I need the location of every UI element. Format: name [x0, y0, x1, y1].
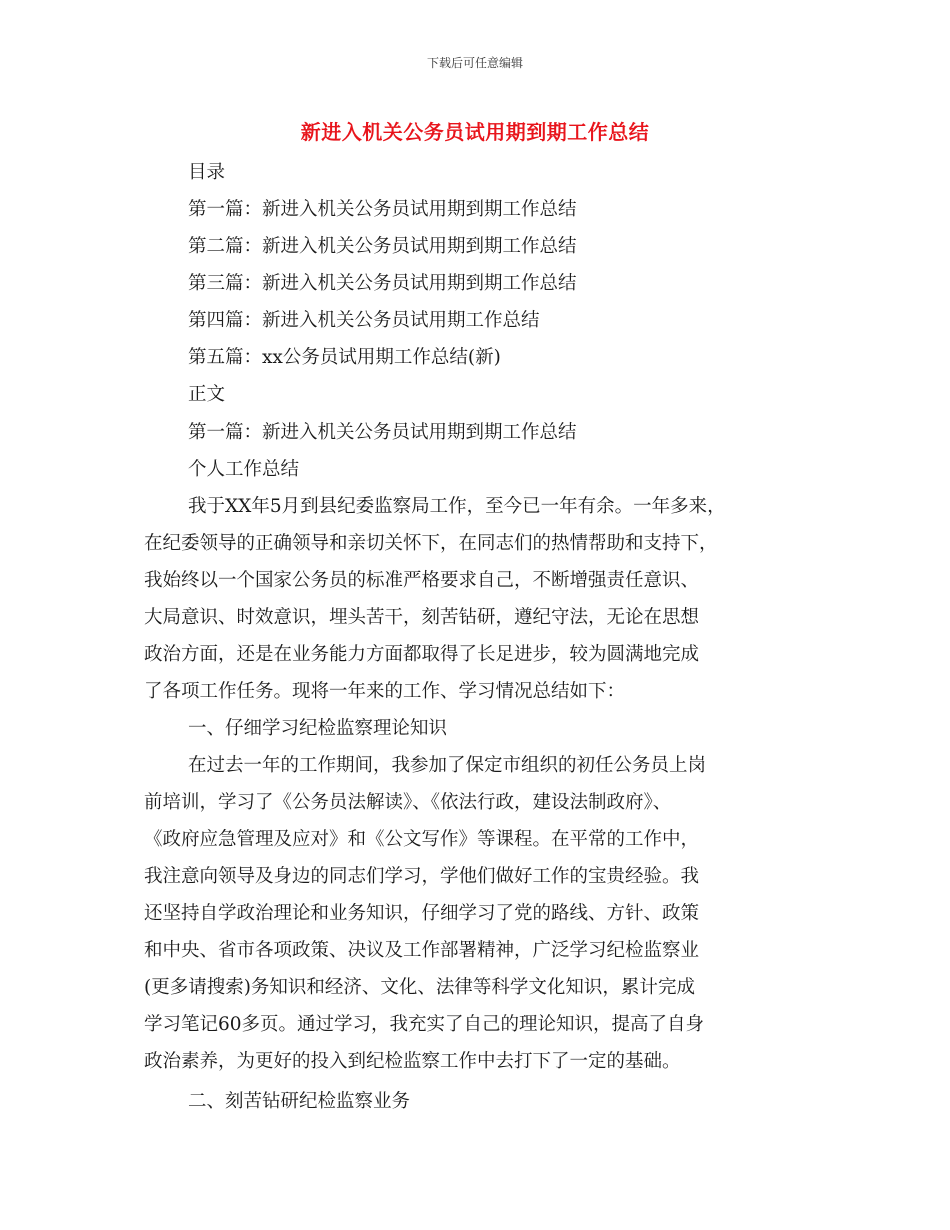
toc-heading: 目录 [188, 162, 226, 183]
paragraph-line: 大局意识、时效意识，埋头苦干，刻苦钻研，遵纪守法，无论在思想 [144, 607, 700, 628]
section-heading: 二、刻苦钻研纪检监察业务 [188, 1091, 411, 1112]
paragraph-line: 政治方面，还是在业务能力方面都取得了长足进步，较为圆满地完成 [144, 644, 700, 665]
toc-item: 第五篇：xx公务员试用期工作总结(新) [188, 347, 501, 368]
page-header: 下载后可任意编辑 [426, 56, 523, 70]
paragraph-line: 学习笔记60多页。通过学习，我充实了自己的理论知识，提高了自身 [144, 1014, 705, 1035]
paragraph-line: 在过去一年的工作期间，我参加了保定市组织的初任公务员上岗 [188, 755, 707, 776]
toc-item: 第二篇：新进入机关公务员试用期到期工作总结 [188, 236, 577, 257]
part-title: 第一篇：新进入机关公务员试用期到期工作总结 [188, 422, 577, 443]
body-heading: 正文 [188, 384, 226, 405]
paragraph-line: 我注意向领导及身边的同志们学习，学他们做好工作的宝贵经验。我 [144, 866, 700, 887]
document-title: 新进入机关公务员试用期到期工作总结 [300, 120, 650, 144]
paragraph-line: 我始终以一个国家公务员的标准严格要求自己，不断增强责任意识、 [144, 570, 700, 591]
paragraph-line: 在纪委领导的正确领导和亲切关怀下，在同志们的热情帮助和支持下， [144, 533, 718, 554]
paragraph-line: 前培训，学习了《公务员法解读》、《依法行政，建设法制政府》、 [144, 792, 672, 813]
toc-item: 第四篇：新进入机关公务员试用期工作总结 [188, 310, 540, 331]
paragraph-line: (更多请搜索)务知识和经济、文化、法律等科学文化知识，累计完成 [144, 977, 695, 998]
paragraph-line: 《政府应急管理及应对》和《公文写作》等课程。在平常的工作中， [144, 829, 700, 850]
toc-item: 第三篇：新进入机关公务员试用期到期工作总结 [188, 273, 577, 294]
paragraph-line: 了各项工作任务。现将一年来的工作、学习情况总结如下： [144, 681, 626, 702]
subtitle: 个人工作总结 [188, 459, 300, 480]
toc-item: 第一篇：新进入机关公务员试用期到期工作总结 [188, 199, 577, 220]
paragraph-line: 政治素养，为更好的投入到纪检监察工作中去打下了一定的基础。 [144, 1051, 681, 1072]
paragraph-line: 和中央、省市各项政策、决议及工作部署精神，广泛学习纪检监察业 [144, 940, 700, 961]
paragraph-line: 我于XX年5月到县纪委监察局工作，至今已一年有余。一年多来， [188, 496, 726, 517]
paragraph-line: 还坚持自学政治理论和业务知识，仔细学习了党的路线、方针、政策 [144, 903, 700, 924]
section-heading: 一、仔细学习纪检监察理论知识 [188, 718, 448, 739]
